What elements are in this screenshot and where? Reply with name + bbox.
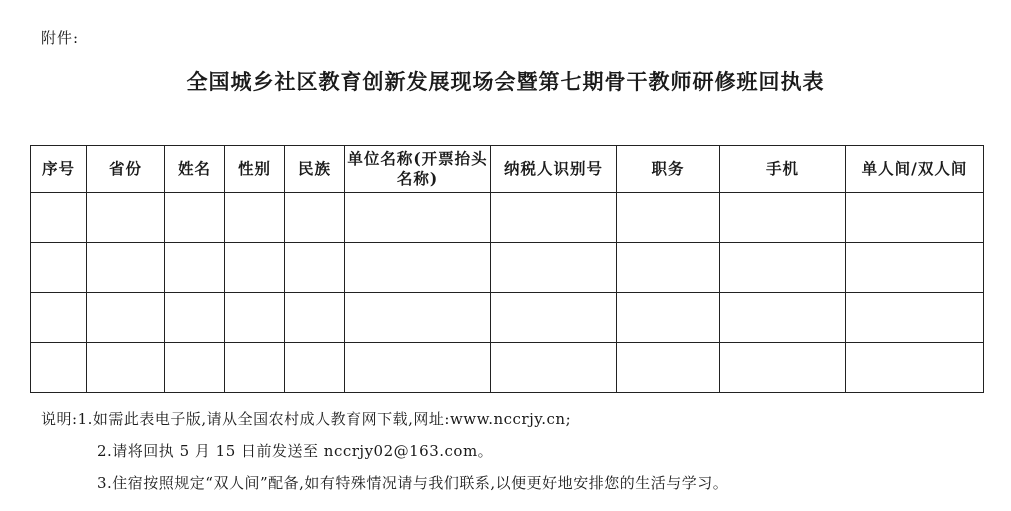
table-cell[interactable] <box>720 343 846 393</box>
header-name: 姓名 <box>165 146 225 193</box>
table-cell[interactable] <box>491 193 617 243</box>
table-row <box>31 343 984 393</box>
table-cell[interactable] <box>345 293 491 343</box>
table-row <box>31 293 984 343</box>
table-row <box>31 243 984 293</box>
table-cell[interactable] <box>225 293 285 343</box>
header-serial: 序号 <box>31 146 87 193</box>
table-cell[interactable] <box>87 193 165 243</box>
table-cell[interactable] <box>491 293 617 343</box>
table-cell[interactable] <box>225 243 285 293</box>
note-item: 3.住宿按照规定“双人间”配备,如有特殊情况请与我们联系,以便更好地安排您的生活与学习。 <box>97 474 729 492</box>
table-cell[interactable] <box>285 243 345 293</box>
table-cell[interactable] <box>720 293 846 343</box>
table-cell[interactable] <box>491 243 617 293</box>
note-line-2 <box>41 435 728 467</box>
table-cell[interactable] <box>285 193 345 243</box>
notes-section <box>41 403 728 499</box>
note-line-3 <box>41 467 728 499</box>
table-cell[interactable] <box>225 343 285 393</box>
table-cell[interactable] <box>285 343 345 393</box>
note-line-1 <box>41 403 728 435</box>
table-cell[interactable] <box>87 293 165 343</box>
table-cell[interactable] <box>846 293 984 343</box>
table-header-row <box>31 146 984 193</box>
table-cell[interactable] <box>165 193 225 243</box>
table-cell[interactable] <box>846 243 984 293</box>
table-cell[interactable] <box>225 193 285 243</box>
table-cell[interactable] <box>345 243 491 293</box>
table-cell[interactable] <box>617 193 720 243</box>
header-gender: 性别 <box>225 146 285 193</box>
table-cell[interactable] <box>31 243 87 293</box>
header-organization: 单位名称(开票抬头名称) <box>345 146 491 193</box>
table-cell[interactable] <box>720 243 846 293</box>
table-cell[interactable] <box>345 343 491 393</box>
header-room-type: 单人间/双人间 <box>846 146 984 193</box>
table-cell[interactable] <box>31 193 87 243</box>
table-cell[interactable] <box>31 293 87 343</box>
header-province: 省份 <box>87 146 165 193</box>
table-cell[interactable] <box>617 343 720 393</box>
table-row <box>31 193 984 243</box>
table-cell[interactable] <box>165 293 225 343</box>
table-cell[interactable] <box>617 243 720 293</box>
table-cell[interactable] <box>285 293 345 343</box>
table-cell[interactable] <box>720 193 846 243</box>
header-taxpayer-id: 纳税人识别号 <box>491 146 617 193</box>
table-cell[interactable] <box>491 343 617 393</box>
table-cell[interactable] <box>87 243 165 293</box>
header-position: 职务 <box>617 146 720 193</box>
table-cell[interactable] <box>87 343 165 393</box>
page-title: 全国城乡社区教育创新发展现场会暨第七期骨干教师研修班回执表 <box>186 69 825 94</box>
header-ethnicity: 民族 <box>285 146 345 193</box>
table-cell[interactable] <box>617 293 720 343</box>
attachment-label: 附件: <box>41 29 80 47</box>
receipt-table <box>30 145 984 393</box>
table-cell[interactable] <box>165 343 225 393</box>
notes-prefix: 说明: <box>41 410 78 428</box>
table-cell[interactable] <box>31 343 87 393</box>
table-cell[interactable] <box>846 193 984 243</box>
table-cell[interactable] <box>165 243 225 293</box>
note-item: 2.请将回执 5 月 15 日前发送至 nccrjy02@163.com。 <box>97 442 494 460</box>
table-cell[interactable] <box>345 193 491 243</box>
header-mobile: 手机 <box>720 146 846 193</box>
table-cell[interactable] <box>846 343 984 393</box>
note-item: 1.如需此表电子版,请从全国农村成人教育网下载,网址:www.nccrjy.cn; <box>77 410 572 428</box>
